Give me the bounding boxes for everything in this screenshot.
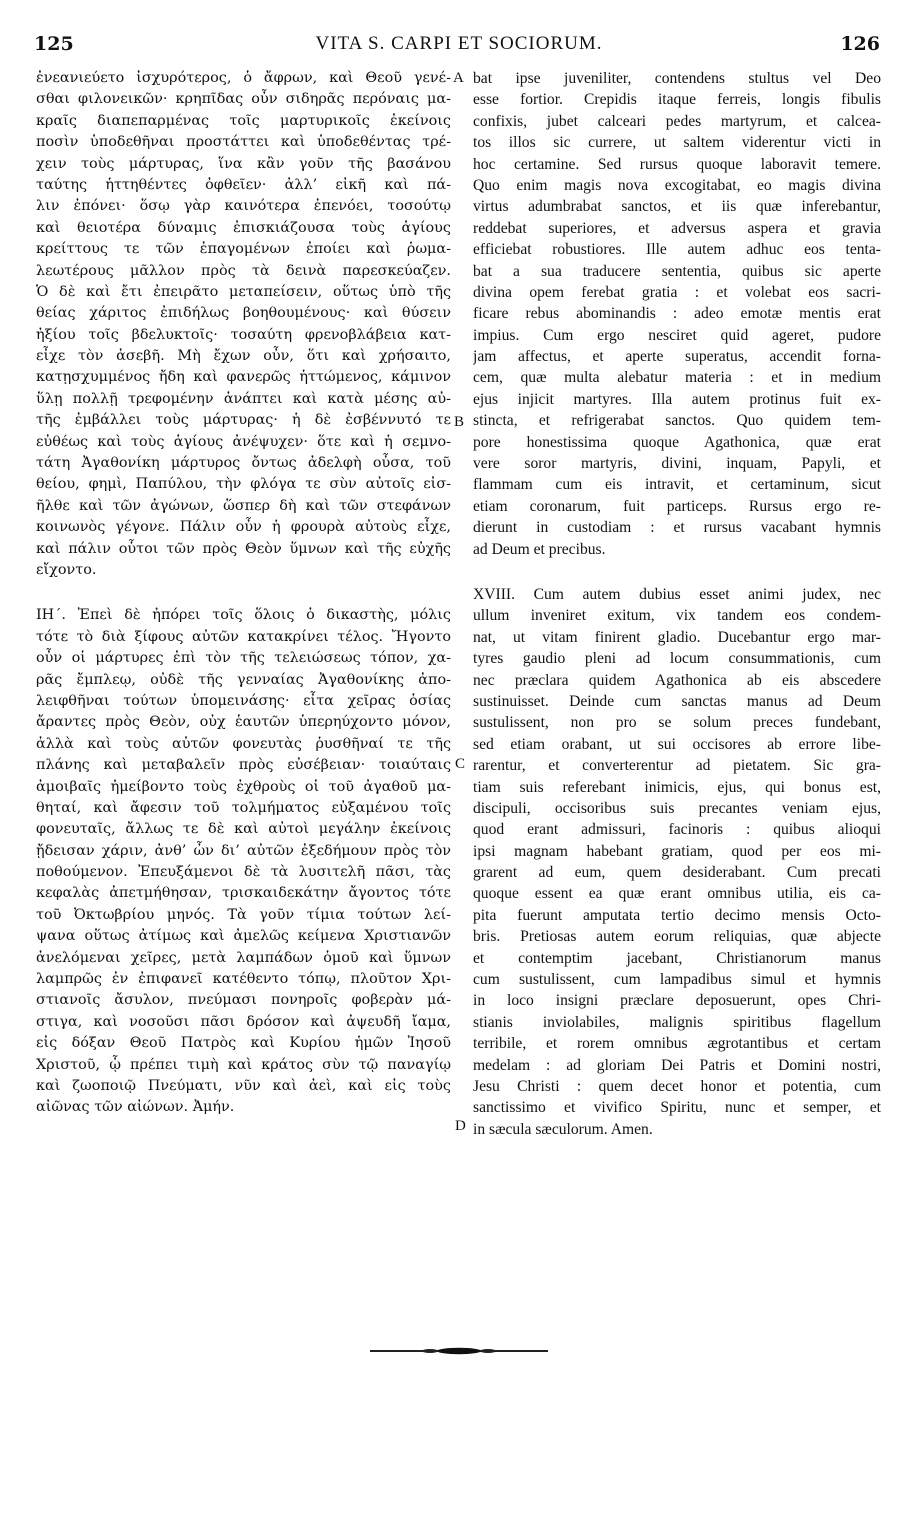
section-marker-c: C <box>455 756 466 772</box>
greek-text-line: εἴχοντο. <box>36 561 97 578</box>
latin-text-line: esse fortior. Crepidis itaque ferreis, longis fibulis <box>473 91 881 109</box>
latin-text-line: bat a sua traducere sententia, quibus sic aperte <box>473 262 881 280</box>
latin-text-line: discipuli, occisoribus suis precantes veniam ejus, <box>473 799 881 817</box>
greek-text-line: λαμπρῶς ἐν ἐπιφανεῖ κατέθεντο τόπῳ, πλοῦτον Χρι- <box>36 971 451 988</box>
latin-text-line: stincta, et refrigerabat sanctos. Quo quidem tem- <box>473 412 881 430</box>
section-marker-d: D <box>455 1118 466 1134</box>
latin-text-line: et contemptim jacebant, Christianorum manus <box>473 949 881 967</box>
latin-text-line: ejus injicit martyres. Illa autem protinus fuit ex- <box>473 390 881 408</box>
greek-text-line: λεωτέρους μᾶλλον πρὸς τὰ δεινὰ παρεσκεύαζεν. <box>36 262 451 279</box>
greek-text-line: τοῦ Ὀκτωβρίου μηνός. Τὰ γοῦν τίμια τούτων λεί- <box>36 906 451 923</box>
latin-text-line: efficiebat robustiores. Ille autem adhuc eos tenta- <box>473 241 881 259</box>
latin-paragraph-1 <box>473 68 881 560</box>
latin-text-line: reddebat superiores, et adversus aspera et gravia <box>473 219 881 237</box>
greek-text-line: ἐνεανιεύετο ἰσχυρότερος, ὁ ἄφρων, καὶ Θεοῦ γενέ- <box>36 70 451 86</box>
latin-text-line: quoque essent ea quæ erant omnibus utilia, eis ca- <box>473 885 881 903</box>
running-title: VITA S. CARPI ET SOCIORUM. <box>315 33 603 54</box>
latin-text-line: bris. Pretiosas autem eorum reliquias, quæ abjecte <box>473 928 881 946</box>
greek-text-line: ῆλθε καὶ τῶν ἀγώνων, ὥσπερ δὴ καὶ τῶν στεφάνων <box>36 497 451 514</box>
latin-text-line: ullum inveniret exitum, vix tandem eos condem- <box>473 607 881 625</box>
section-marker-b: B <box>454 414 465 430</box>
greek-text-line: ᾔδεισαν χάριν, ἀνθ’ ὧν δι’ αὐτῶν ἐξεδήμουν πρὸς τὸν <box>36 842 451 859</box>
greek-text-line: τάτη Ἀγαθονίκη μάρτυρος ὄντως ἀδελφὴ οὖσα, τοῦ <box>36 455 451 472</box>
section-marker-a: A <box>453 70 464 86</box>
latin-text-line: ad Deum et precibus. <box>473 540 606 558</box>
latin-text-line: confixis, jubet calceari pedes martyrum, et calcea- <box>473 112 881 130</box>
latin-text-line: sustulissent, non pro se solum preces fundebant, <box>473 714 881 732</box>
latin-text-line: hoc certamine. Sed rursus quoque laboravit temere. <box>473 155 881 173</box>
greek-text-line: καὶ ζωοποιῷ Πνεύματι, νῦν καὶ ἀεὶ, καὶ εἰς τοὺς <box>36 1077 451 1094</box>
greek-text-line: εὐθέως καὶ τοὺς ἁγίους ἀνέψυχεν· ὅτε καὶ ἡ σεμνο- <box>36 433 451 450</box>
latin-text-line: pita fuerunt amputata tertio decimo mensis Octo- <box>473 906 881 924</box>
latin-text-line: flammam cum eis intravit, et certaminum, sicut <box>473 476 881 494</box>
greek-text-line: ἠξίου τοῖς βδελυκτοῖς· τοσαύτη φρενοβλάβεια κατ- <box>36 326 451 343</box>
greek-text-line: καὶ πάλιν οὗτοι τῶν πρὸς Θεὸν ὕμνων καὶ τῆς εὐχῆς <box>36 540 451 557</box>
greek-text-line: τότε τὸ διὰ ξίφους αὐτῶν κατακρίνει τέλος. Ἤγοντο <box>36 628 451 645</box>
latin-text-line: medelam : ad gloriam Dei Patris et Domini nostri, <box>473 1056 881 1074</box>
greek-text-line: στιγα, καὶ νοσοῦσι πᾶσι δρόσον καὶ ἀψευδῆ ἴαμα, <box>36 1013 451 1030</box>
latin-text-line: impius. Cum ergo nesciret quid ageret, pudore <box>473 326 881 344</box>
latin-text-line: nec præclara quidem Agathonica ab eis abscedere <box>473 671 881 689</box>
greek-text-line: ψανα οὕτως ἀτίμως καὶ ἀμελῶς κείμενα Χριστιανῶν <box>36 928 451 945</box>
greek-text-line: κρείττους τε τῶν ἐπαγομένων ἐποίει καὶ ῥωμα- <box>36 241 451 258</box>
greek-text-line: Ὁ δὲ καὶ ἔτι ἐπειρᾶτο μεταπείσειν, οὕτως ὑπὸ τῆς <box>36 283 451 300</box>
greek-text-line: πλάνης καὶ μεταβαλεῖν πρὸς εὐσέβειαν· τοιαύταις <box>36 757 451 774</box>
latin-text-line: quod erant admissuri, facinoris : quibus alioqui <box>473 821 881 839</box>
latin-text-line: ficare rebus abominandis : adeo emotæ mentis erat <box>473 305 881 323</box>
page-number-right: 126 <box>840 33 880 55</box>
running-header <box>0 0 918 60</box>
greek-text-line: θείου, φημὶ, Παπύλου, τὴν φλόγα τε σὺν αὐτοῖς εἰσ- <box>36 476 451 493</box>
greek-paragraph-2 <box>36 605 451 1118</box>
greek-text-line: φονευταῖς, ἄλλως τε δὲ καὶ αὐτοὶ μεγάλην ἐκείνοις <box>36 821 451 838</box>
end-ornament <box>370 1346 548 1356</box>
greek-text-line: ποσὶν ὑποδεθῆναι προστάττει καὶ ὑποδεθέντας τρέ- <box>36 134 451 151</box>
greek-text-line: ἀμοιβαῖς ἠμείβοντο τοὺς ἐχθροὺς οἱ τοῦ ἀγαθοῦ μα- <box>36 778 451 795</box>
greek-text-line: οὖν οἱ μάρτυρες ἐπὶ τὸν τῆς τελειώσεως τόπον, χα- <box>36 650 451 667</box>
greek-text-line: εἶχε τὸν ἀσεβῆ. Μὴ ἔχων οὖν, ὅτι καὶ χρήσαιτο, <box>36 348 451 365</box>
greek-text-line: στιανοῖς ἄσυλον, πνεύμασι πονηροῖς φοβερὰν μά- <box>36 992 451 1009</box>
latin-text-line: Jesu Christi : quem decet honor et potentia, cum <box>473 1077 881 1095</box>
greek-text-line: σθαι φιλονεικῶν· κρηπῖδας οὖν σιδηρᾶς περόναις μα- <box>36 91 451 108</box>
latin-text-line: divina opem ferebat gratia : et volebat eos sacri- <box>473 283 881 301</box>
latin-text-line: tos illos sic currere, ut saltem viderentur victi in <box>473 134 881 152</box>
latin-text-line: grarent ad eum, quem desiderabant. Cum precati <box>473 864 881 882</box>
latin-column <box>473 68 881 1140</box>
page-number-left: 125 <box>34 33 74 55</box>
greek-text-line: Χριστοῦ, ᾧ πρέπει τιμὴ καὶ κράτος σὺν τῷ παναγίῳ <box>36 1056 451 1073</box>
latin-text-line: XVIII. Cum autem dubius esset animi judex, nec <box>473 585 881 603</box>
latin-text-line: cum sustulissent, cum lampadibus simul et hymnis <box>473 971 881 989</box>
latin-text-line: tyres gaudio pleni ad locum consummationis, cum <box>473 650 881 668</box>
greek-text-line: κραῖς διαπεπαρμένας τοῖς μαρτυρικοῖς ἐκείνοις <box>36 112 451 129</box>
latin-text-line: bat ipse juveniliter, contendens stultus vel Deo <box>473 70 881 87</box>
greek-text-line: χειν τοὺς μάρτυρας, ἵνα κἂν γοῦν τῆς βασάνου <box>36 155 451 172</box>
greek-text-line: ὕλῃ πολλῇ τρεφομένην ἀνάπτει καὶ κατὰ μέσης αὐ- <box>36 390 451 407</box>
latin-text-line: pore honestissima quoque Agathonica, quæ erat <box>473 433 881 451</box>
greek-text-line: τῆς ἐμβάλλει τοὺς μάρτυρας· ἡ δὲ ἐσβέννυτό τε <box>36 412 451 429</box>
greek-text-line: θείας χάριτος ἐπιδήλως βοηθουμένους· καὶ θύσειν <box>36 305 451 322</box>
latin-text-line: cem, quæ multa alebatur materia : et in medium <box>473 369 881 387</box>
greek-text-line: καὶ θειοτέρα δύναμις ἐπισκιάζουσα τοὺς ἁγίους <box>36 219 451 236</box>
greek-text-line: ἄραντες πρὸς Θεὸν, οὐχ ἑαυτῶν ὑπερηύχοντο μόνον, <box>36 714 451 731</box>
latin-text-line: in sæcula sæculorum. Amen. <box>473 1120 653 1138</box>
latin-text-line: sustinuisset. Deinde cum sanctas manus ad Deum <box>473 692 881 710</box>
greek-text-line: θηταί, καὶ ἄφεσιν τοῦ τολμήματος εὐξαμένου τοῖς <box>36 799 451 816</box>
greek-text-line: ταύτης ἡττηθέντες ὀφθεῖεν· ἀλλ’ εἰκῆ καὶ πά- <box>36 176 451 193</box>
latin-text-line: in loco insigni præclare deposuerunt, opes Chri- <box>473 992 881 1010</box>
latin-text-line: ipsi magnam habebant gratiam, quod per eos mi- <box>473 842 881 860</box>
greek-paragraph-1 <box>36 68 451 581</box>
latin-text-line: sanctissimo et vivifico Spiritu, nunc et semper, et <box>473 1099 881 1117</box>
latin-text-line: virtus adumbrabat sanctos, et iis quæ inferebantur, <box>473 198 881 216</box>
latin-text-line: rarentur, et converterentur ad pietatem. Sic gra- <box>473 757 881 775</box>
latin-text-line: etiam coronarum, fuit particeps. Rursus ergo re- <box>473 497 881 515</box>
greek-column <box>36 68 451 1119</box>
latin-text-line: sed etiam orabant, ut sui occisores ab errore libe- <box>473 735 881 753</box>
greek-text-line: κατῃσχυμμένος ἤδη καὶ φανερῶς ἡττώμενος, κάμινον <box>36 369 451 386</box>
greek-text-line: λιν ἐπόνει· ὅσῳ γὰρ καινότερα ἐπενόει, τοσούτῳ <box>36 198 451 215</box>
greek-text-line: κεφαλὰς ἀπετμήθησαν, τρισκαιδεκάτην ἄγοντος τότε <box>36 885 451 902</box>
latin-text-line: vere soror martyris, divini, inquam, Papyli, et <box>473 455 881 473</box>
greek-text-line: ΙΗ΄. Ἐπεὶ δὲ ἠπόρει τοῖς ὅλοις ὁ δικαστὴς, μόλις <box>36 607 451 624</box>
greek-text-line: ἀλλὰ καὶ τοὺς αὐτῶν φονευτὰς ῥυσθῆναί τε τῆς <box>36 735 451 752</box>
latin-text-line: nat, ut vitam finirent gladio. Ducebantur ergo mar- <box>473 628 881 646</box>
latin-text-line: tiam suis referebant inimicis, ejus, qui bonus est, <box>473 778 881 796</box>
greek-text-line: ρᾶς ἔμπλεῳ, οὐδὲ τῆς γενναίας Ἀγαθονίκης ἀπο- <box>36 671 451 688</box>
latin-text-line: Quo enim magis nova excogitabat, eo magis divina <box>473 176 881 194</box>
greek-text-line: αἰῶνας τῶν αἰώνων. Ἀμήν. <box>36 1099 235 1116</box>
latin-paragraph-2 <box>473 584 881 1140</box>
greek-text-line: εἰς δόξαν Θεοῦ Πατρὸς καὶ Κυρίου ἡμῶν Ἰησοῦ <box>36 1035 451 1052</box>
latin-text-line: dierunt in custodiam : et rursus vacabant hymnis <box>473 519 881 537</box>
greek-text-line: ποθούμενον. Ἐπευξάμενοι δὲ τὰ λυσιτελῆ πᾶσι, τὰς <box>36 864 451 881</box>
greek-text-line: κοινωνὸς γέγονε. Πάλιν οὖν ἡ φρουρὰ αὐτοὺς εἶχε, <box>36 519 451 536</box>
greek-text-line: ἀνελόμεναι χεῖρες, μετὰ λαμπάδων ὁμοῦ καὶ ὕμνων <box>36 949 451 966</box>
greek-text-line: λειφθῆναι τούτων ὑπομεινάσης· εἶτα χεῖρας ὁσίας <box>36 692 451 709</box>
latin-text-line: terribile, et rorem omnibus ægrotantibus et certam <box>473 1035 881 1053</box>
latin-text-line: jam affectus, et aperte superatus, accendit forna- <box>473 348 881 366</box>
latin-text-line: stianis inviolabiles, malignis spiritibus flagellum <box>473 1013 881 1031</box>
